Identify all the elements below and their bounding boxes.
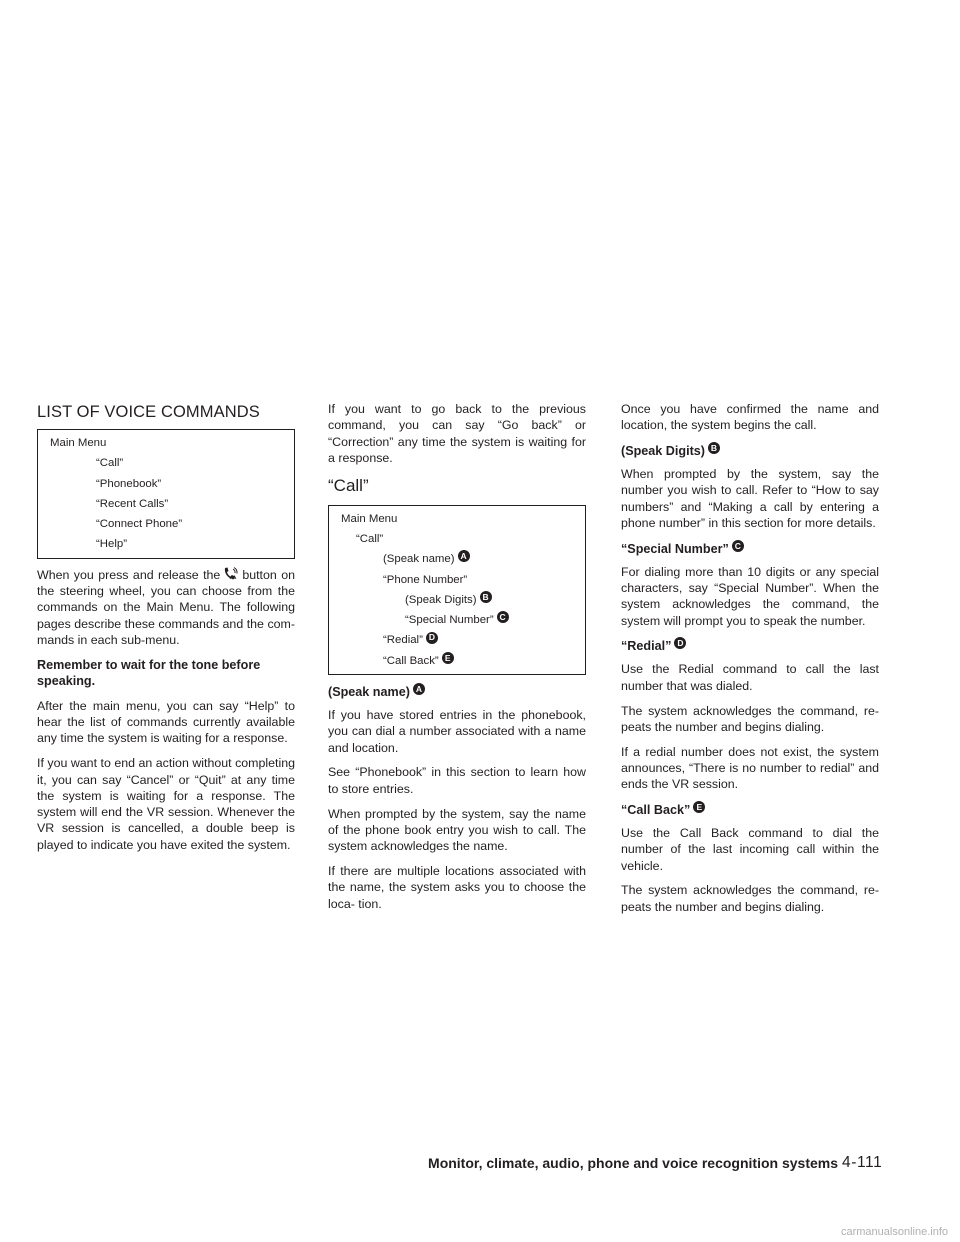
menu-item-connect-phone: “Connect Phone” [96, 518, 183, 531]
menu-item-call-back [329, 651, 585, 671]
call-back-paragraph: Use the Call Back command to dial the number of the last incoming call within the vehicle. [621, 826, 879, 873]
menu-title: Main Menu [341, 512, 398, 525]
column-3 [621, 401, 879, 924]
confirm-paragraph: Once you have confirmed the name and location, the system begins the call. [621, 402, 879, 433]
menu-item-call: “Call” [96, 457, 124, 470]
special-number-label: “Special Number” [405, 614, 494, 627]
circled-letter-icon: B [480, 591, 492, 603]
speak-digits-heading [621, 442, 879, 460]
speak-name-heading-text: (Speak name) [328, 685, 410, 700]
page-number: 4-111 [842, 1154, 883, 1171]
menu-item-speak-digits [329, 590, 585, 610]
redial-paragraph: Use the Redial command to call the last number that was dialed. [621, 662, 879, 693]
call-menu-box [328, 505, 586, 675]
section-title: LIST OF VOICE COMMANDS [37, 403, 260, 421]
redial-label: “Redial” [383, 634, 423, 647]
footer-chapter-title: Monitor, climate, audio, phone and voice recognition systems [428, 1155, 838, 1171]
column-2 [328, 401, 586, 920]
circled-letter-icon: A [413, 683, 425, 695]
phone-talk-icon [222, 567, 240, 581]
help-paragraph: After the main menu, you can say “Help” to hear the list of commands currently available any time the system is waiting for a response. [37, 698, 295, 746]
call-back-label: “Call Back” [383, 654, 439, 667]
call-subtitle: “Call” [328, 475, 369, 495]
menu-item-speak-name [329, 549, 585, 569]
menu-item-phone-number: “Phone Number” [383, 573, 468, 586]
special-number-heading [621, 540, 879, 558]
circled-letter-icon: A [458, 550, 470, 562]
speak-digits-label: (Speak Digits) [405, 593, 477, 606]
multiple-locations-paragraph: If there are multiple locations associated with the name, the system asks you to choose the loca- tion. [328, 863, 586, 911]
intro-text-start: When you press and release the [37, 567, 221, 582]
circled-letter-icon: C [732, 540, 744, 552]
cancel-paragraph: If you want to end an action without completing it, you can say “Cancel” or “Quit” at any time the system is waiting for a response. The system will end the VR session. Whenever the VR session is cancelled, a double beep is played to indicate you have exited the system. [37, 756, 295, 852]
redial-heading-text: “Redial” [621, 639, 672, 654]
menu-item-recent-calls: “Recent Calls” [96, 497, 169, 510]
menu-item-phonebook: “Phonebook” [96, 477, 162, 490]
redial-heading [621, 637, 879, 655]
menu-item-help: “Help” [96, 538, 128, 551]
menu-item-redial [329, 630, 585, 650]
phonebook-dial-paragraph: If you have stored entries in the phonebook, you can dial a number associated with a name and location. [328, 708, 586, 755]
tone-note: Remember to wait for the tone before speaking. [37, 657, 261, 689]
column-1 [37, 401, 295, 862]
call-back-ack-paragraph: The system acknowledges the command, re- peats the number and begins dialing. [621, 883, 879, 914]
redial-ack-paragraph: The system acknowledges the command, re- peats the number and begins dialing. [621, 703, 879, 734]
watermark: carmanualsonline.info [840, 1226, 948, 1238]
call-back-heading [621, 801, 879, 819]
say-name-paragraph: When prompted by the system, say the name of the phone book entry you wish to call. The system acknowledges the name. [328, 806, 586, 854]
intro-text-end: button on the steering wheel, you can choose from the commands on the Main Menu. The following pages describe these commands and the com- mands in each sub-menu. [37, 567, 295, 647]
speak-digits-paragraph: When prompted by the system, say the number you wish to call. Refer to “How to say numbers” and “Making a call by entering a phone number” in this section for more details. [621, 467, 879, 530]
intro-paragraph [37, 567, 295, 648]
speak-digits-heading-text: (Speak Digits) [621, 444, 705, 459]
circled-letter-icon: E [693, 801, 705, 813]
menu-item-call: “Call” [356, 532, 384, 545]
speak-name-heading [328, 683, 586, 701]
circled-letter-icon: C [497, 611, 509, 623]
menu-title: Main Menu [50, 437, 107, 449]
circled-letter-icon: D [426, 632, 438, 644]
circled-letter-icon: B [708, 442, 720, 454]
menu-item-special-number [329, 610, 585, 630]
circled-letter-icon: D [674, 637, 686, 649]
speak-name-label: (Speak name) [383, 553, 455, 566]
go-back-paragraph: If you want to go back to the previous command, you can say “Go back” or “Correction” any time the system is waiting for a response. [328, 402, 586, 465]
main-menu-box [37, 429, 295, 559]
special-number-paragraph: For dialing more than 10 digits or any special characters, say “Special Number”. When the system acknowledges the command, the system will prompt you to speak the number. [621, 564, 879, 628]
call-back-heading-text: “Call Back” [621, 803, 691, 818]
special-number-heading-text: “Special Number” [621, 541, 729, 556]
circled-letter-icon: E [442, 652, 454, 664]
no-redial-paragraph: If a redial number does not exist, the system announces, “There is no number to redial” and ends the VR session. [621, 744, 879, 792]
see-phonebook-paragraph: See “Phonebook” in this section to learn how to store entries. [328, 765, 586, 796]
